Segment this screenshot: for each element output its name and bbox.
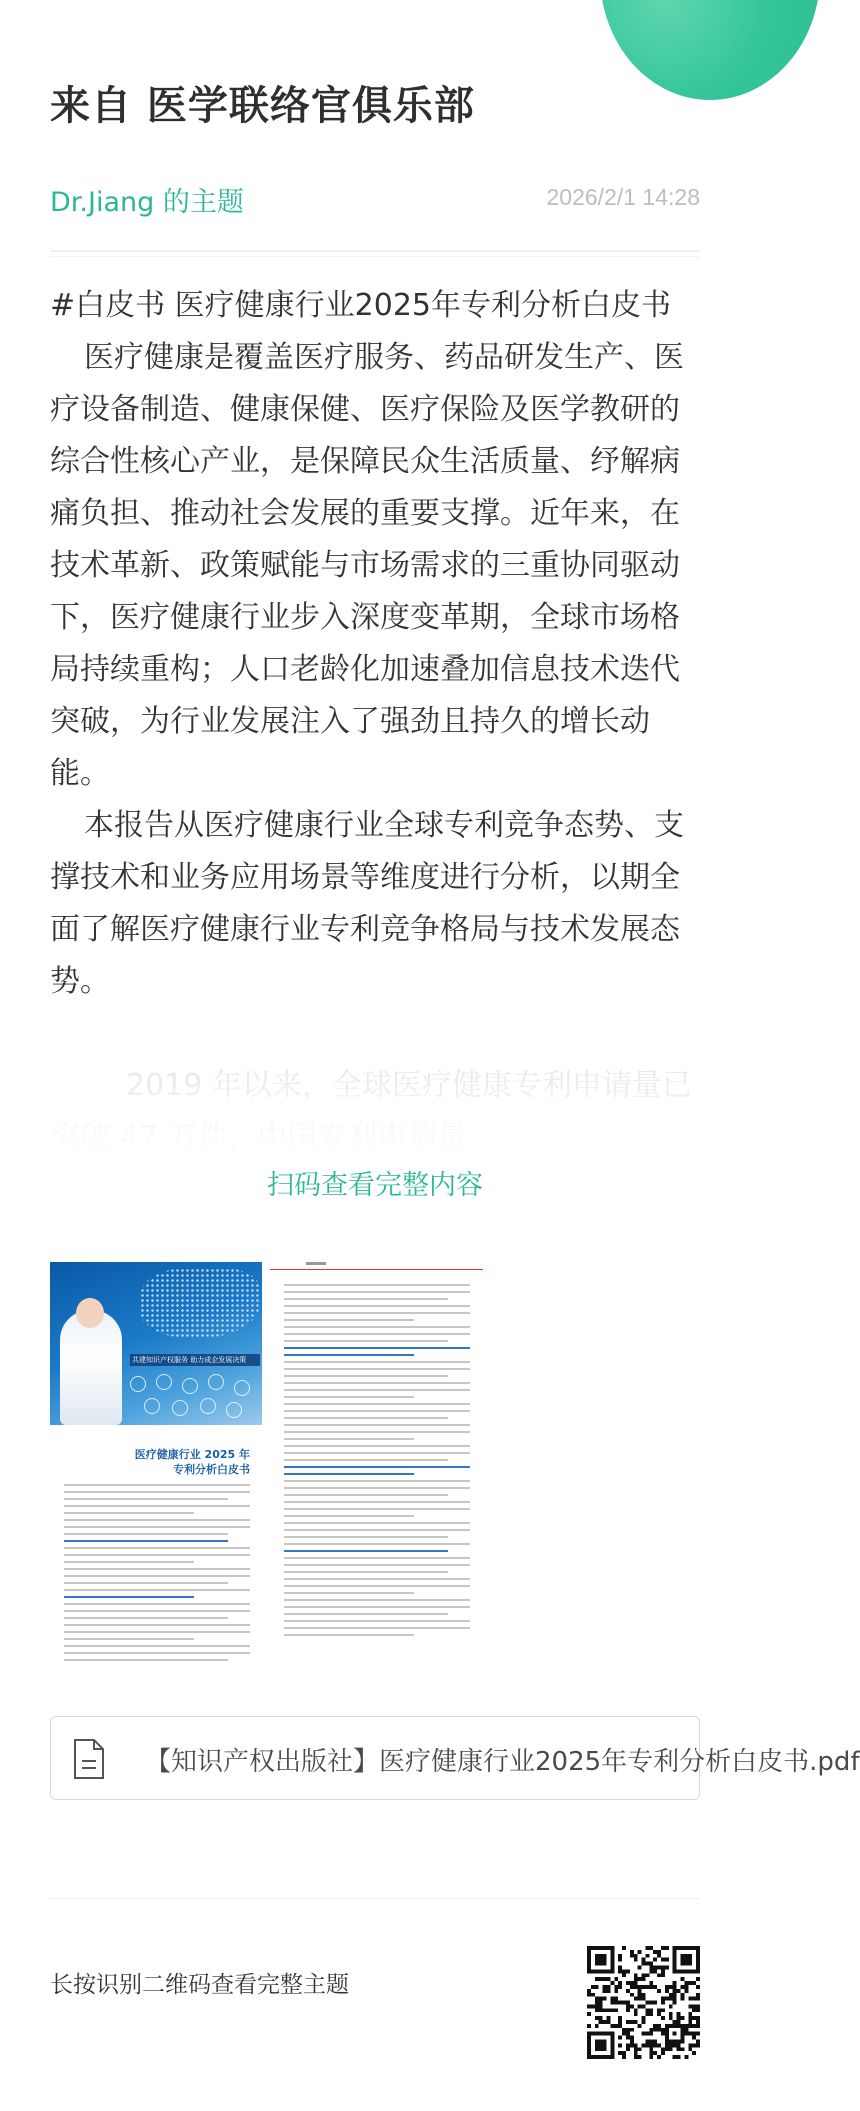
post-timestamp: 2026/2/1 14:28 [546,184,700,210]
divider [50,250,700,252]
cover-title-line-2: 专利分析白皮书 [173,1463,250,1476]
cover-text-lines [64,1484,250,1666]
qr-code-icon[interactable] [587,1946,700,2059]
cover-title: 医疗健康行业 2025 年 [134,1448,250,1461]
attachment-file-name: 【知识产权出版社】医疗健康行业2025年专利分析白皮书.pdf [145,1747,860,1777]
page-header-rule [270,1269,483,1270]
post-body [50,280,705,1008]
fade-overlay [0,1060,750,1180]
post-paragraph: 医疗健康是覆盖医疗服务、药品研发生产、医疗设备制造、健康保健、医疗保险及医学教研的综合性核心产业，是保障民众生活质量、纾解病痛负担、推动社会发展的重要支撑。近年来，在技术革新、政策赋能与市场需求的三重协同驱动下，医疗健康行业步入深度变革期，全球市场格局持续重构；人口老龄化加速叠加信息技术迭代突破，为行业发展注入了强劲且持久的增长动能。 [50,340,684,791]
qr-hint-text: 长按识别二维码查看完整主题 [50,1972,349,1998]
document-preview[interactable] [50,1262,483,1692]
world-map-graphic [140,1268,260,1338]
author-link[interactable]: Dr.Jiang 的主题 [50,187,244,218]
scan-to-view-link[interactable]: 扫码查看完整内容 [267,1170,483,1201]
medical-icons-graphic [126,1372,256,1420]
page-header-mark [306,1262,326,1265]
cover-image [50,1262,262,1425]
page-text-lines [284,1284,470,1641]
cover-banner-text: 共建知识产权服务 助力成企发展决策 [132,1356,247,1364]
divider [50,1898,700,1899]
preview-page-inner [270,1262,483,1692]
post-paragraph: 本报告从医疗健康行业全球专利竞争态势、支撑技术和业务应用场景等维度进行分析，以期全面了解医疗健康行业专利竞争格局与技术发展态势。 [50,808,684,999]
divider [50,256,700,257]
doctor-head-graphic [76,1298,104,1328]
corner-decoration [600,0,820,100]
document-icon [73,1739,105,1779]
preview-page-cover [50,1262,262,1692]
club-title: 来自 医学联络官俱乐部 [50,83,475,129]
attachment-card[interactable] [50,1716,860,1800]
post-meta [50,180,700,220]
post-title-line: #白皮书 医疗健康行业2025年专利分析白皮书 [50,288,672,323]
